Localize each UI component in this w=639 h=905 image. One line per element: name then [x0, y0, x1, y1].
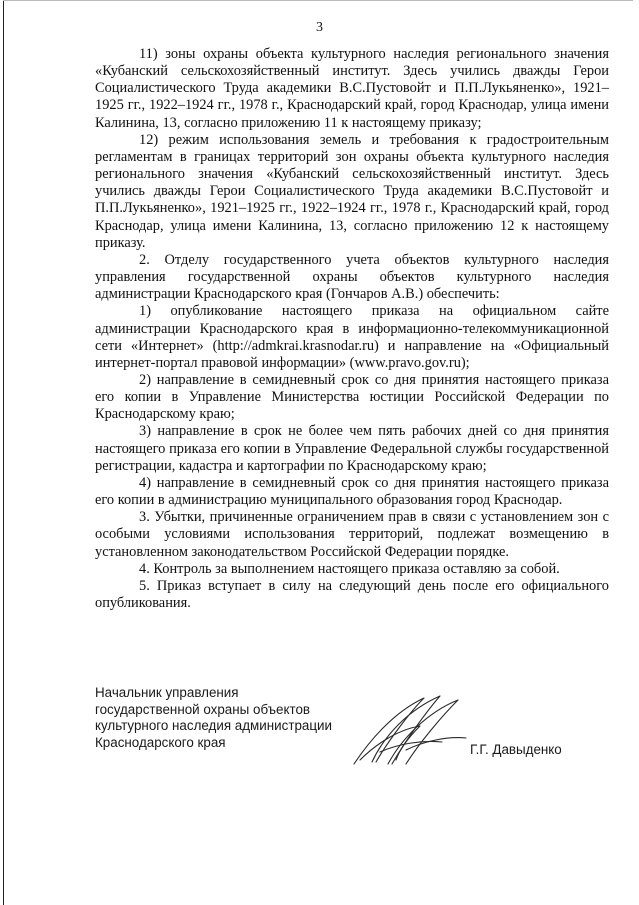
- page-top-border: [3, 0, 633, 1]
- paragraph-item-11: 11) зоны охраны объекта культурного наследия регионального значения «Кубанский сельскохозяйственный институт. Здесь учились дважды Герои Социалистического Труда академики В.С.Пустовойт и П.П.Лукьяненко», 1921–1925 гг., 1922–1924 гг., 1978 г., Краснодарский край, город Краснодар, улица имени Калинина, 13, согласно приложению 11 к настоящему приказу;: [95, 46, 609, 131]
- paragraph-subitem-3: 3) направление в срок не более чем пять рабочих дней со дня принятия настоящего приказа его копии в Управление Федеральной службы государственной регистрации, кадастра и картографии по Краснодарскому краю;: [95, 423, 609, 474]
- paragraph-section-3: 3. Убытки, причиненные ограничением прав в связи с установлением зон с особыми условиями использования территорий, подлежат возмещению в установленном законодательством Российской Федерации порядке.: [95, 509, 609, 560]
- signatory-title-line: Краснодарского края: [95, 734, 226, 750]
- paragraph-section-4: 4. Контроль за выполнением настоящего приказа оставляю за собой.: [139, 560, 560, 577]
- paragraph-item-12: 12) режим использования земель и требования к градостроительным регламентам в границах территорий зон охраны объекта культурного наследия регионального значения «Кубанский сельскохозяйственный институт. Здесь учились дважды Герои Социалистического Труда академики В.С.Пустовойт и П.П.Лукьяненко», 1921–1925 гг., 1922–1924 гг., 1978 г., Краснодарский край, город Краснодар, улица имени Калинина, 13, согласно приложению 12 к настоящему приказу.: [95, 131, 609, 251]
- signatory-title: [95, 685, 332, 751]
- paragraph-section-2: 2. Отделу государственного учета объектов культурного наследия управления государственной охраны объектов культурного наследия администрации Краснодарского края (Гончаров А.В.) обеспечить:: [95, 251, 609, 303]
- signatory-title-line: государственной охраны объектов: [95, 701, 311, 717]
- page-number: 3: [316, 20, 323, 35]
- signatory-title-line: Начальник управления: [95, 685, 239, 700]
- signatory-title-line: культурного наследия администрации: [95, 718, 332, 733]
- paragraph-subitem-2: 2) направление в семидневный срок со дня принятия настоящего приказа его копии в Управление Министерства юстиции Российской Федерации по Краснодарскому краю;: [95, 371, 609, 423]
- paragraph-subitem-4: 4) направление в семидневный срок со дня принятия настоящего приказа его копии в администрацию муниципального образования город Краснодар.: [95, 474, 609, 509]
- page-left-border: [3, 0, 4, 905]
- paragraph-section-5: 5. Приказ вступает в силу на следующий день после его официального опубликования.: [95, 577, 609, 611]
- signatory-name: Г.Г. Давыденко: [470, 742, 562, 757]
- paragraph-subitem-1: 1) опубликование настоящего приказа на официальном сайте администрации Краснодарского края в информационно-телекоммуникационной сети «Интернет» (http://admkrai.krasnodar.ru) и направление на «Официальный интернет-портал правовой информации» (www.pravo.gov.ru);: [95, 303, 609, 371]
- handwritten-signature: [350, 690, 470, 770]
- document-body: [95, 46, 609, 612]
